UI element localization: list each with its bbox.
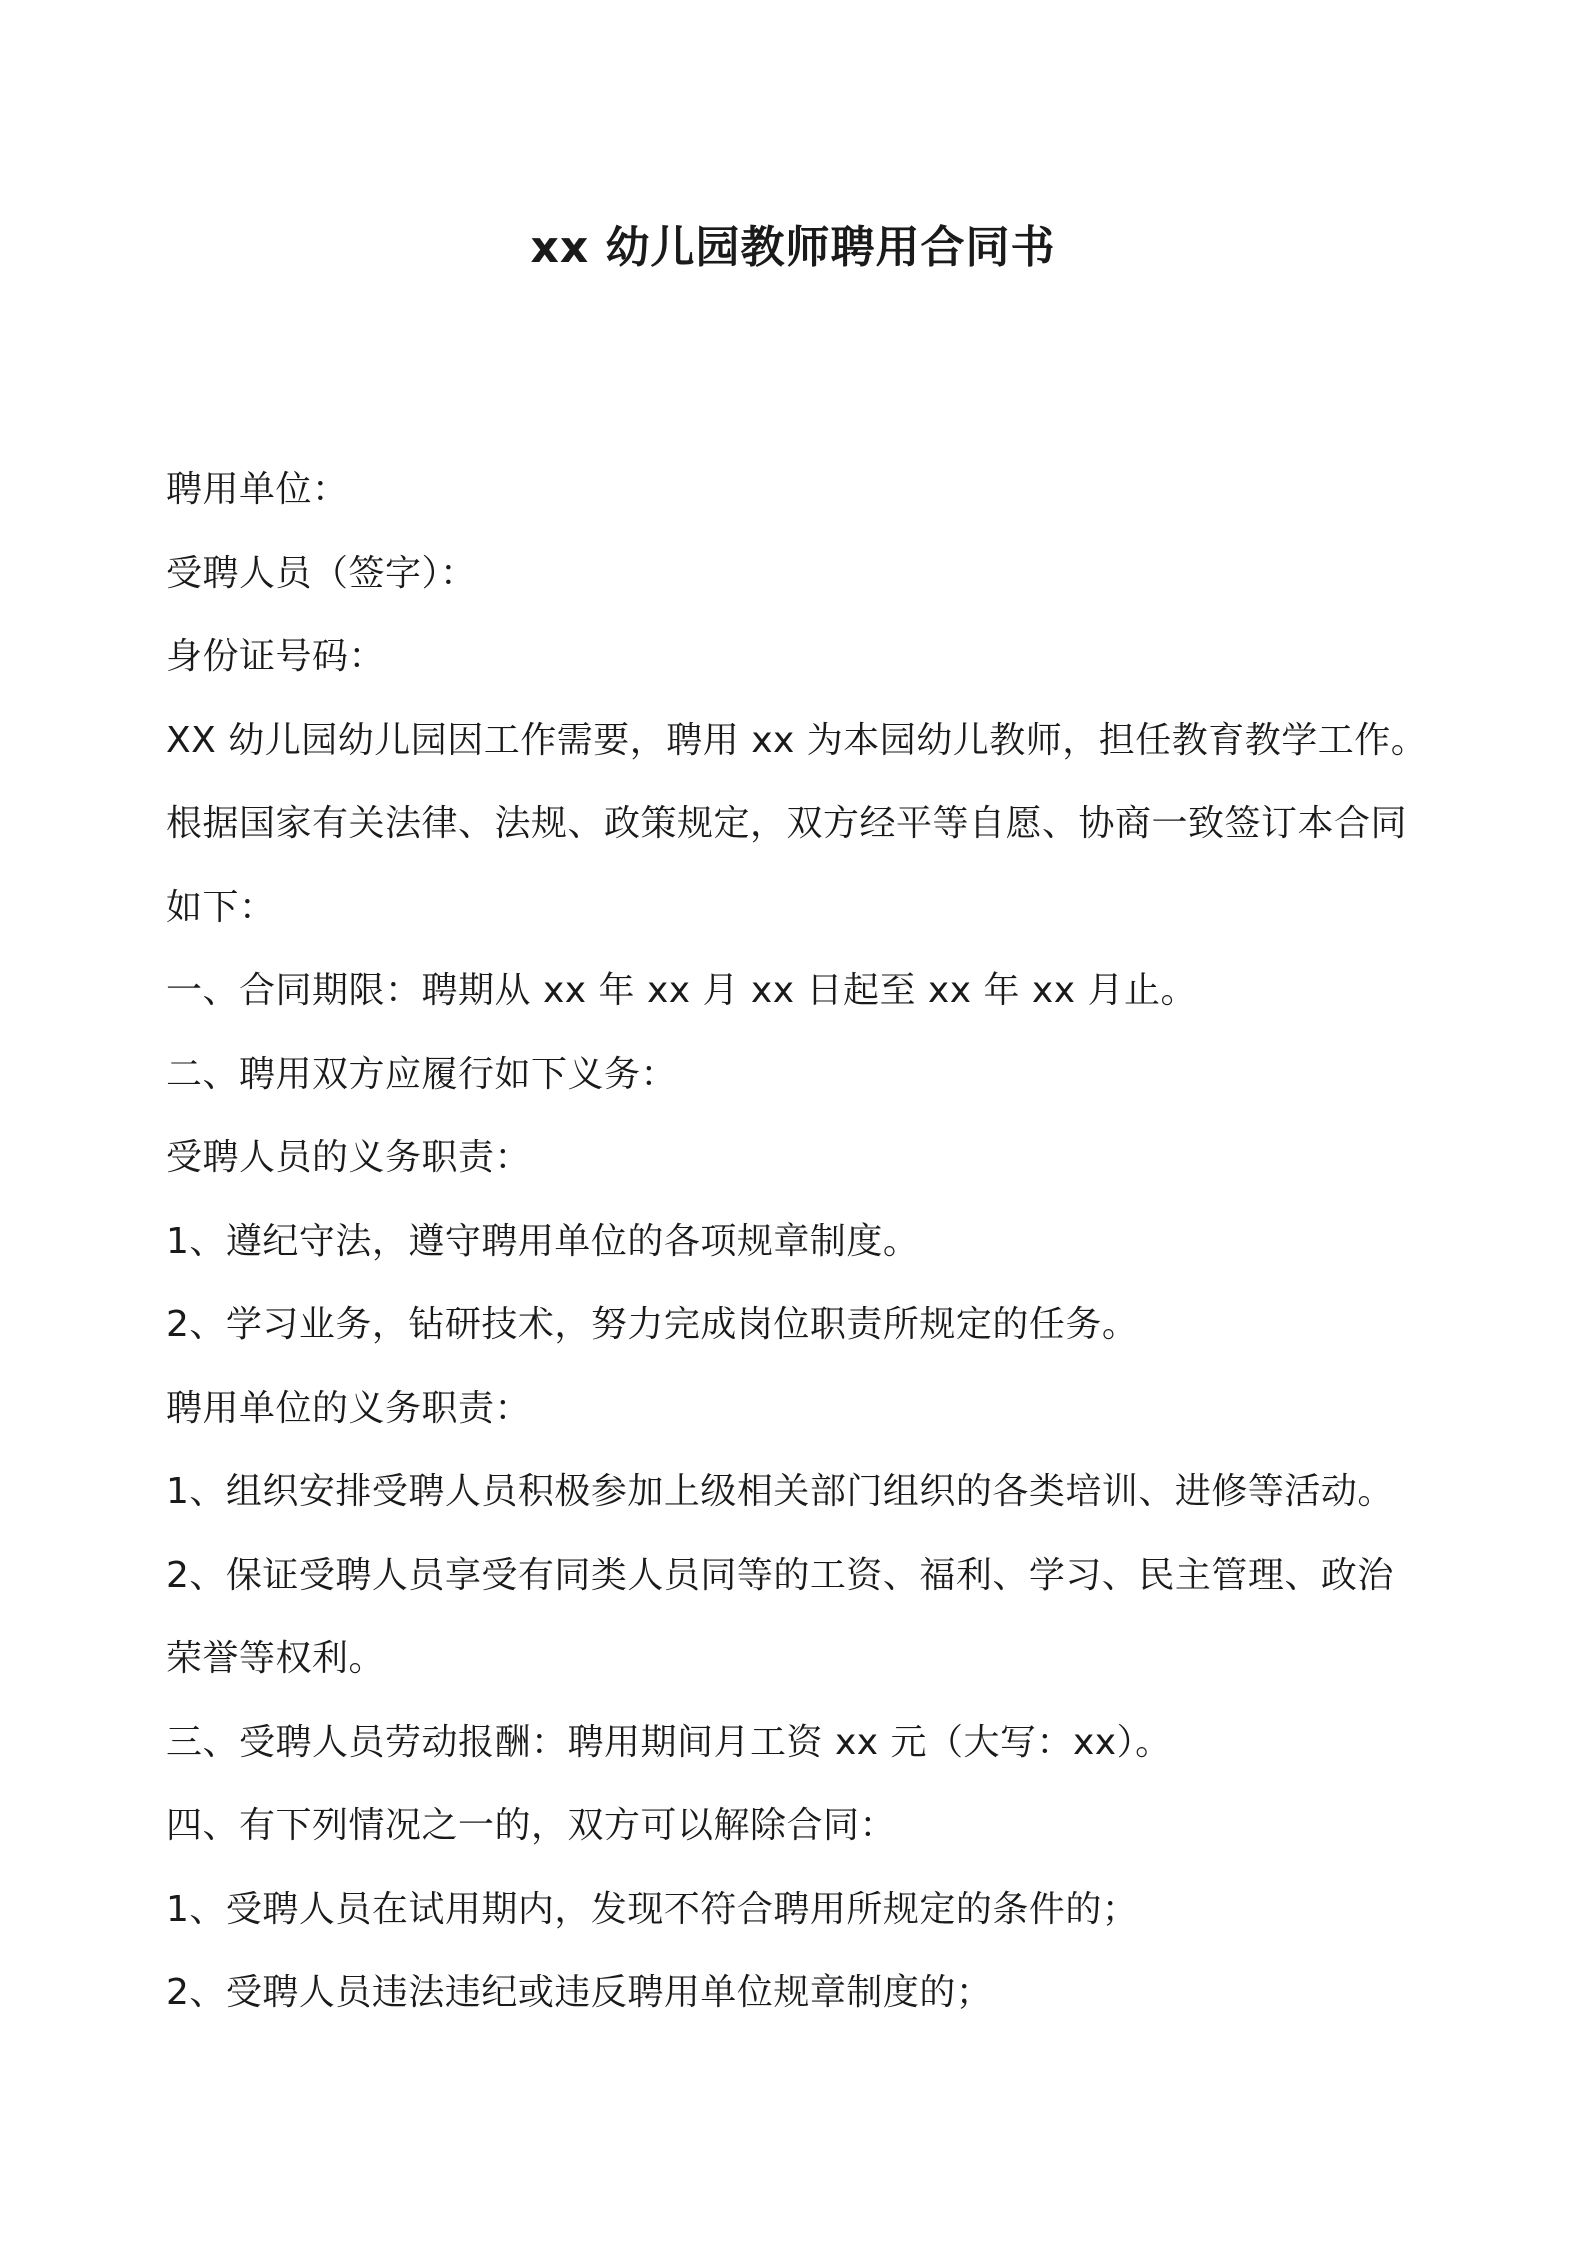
list-item: 2、学习业务，钻研技术，努力完成岗位职责所规定的任务。 xyxy=(166,1304,1139,1345)
paragraph-line: XX 幼儿园幼儿园因工作需要，聘用 xx 为本园幼儿教师，担任教育教学工作。 xyxy=(166,719,1428,761)
list-item: 2、受聘人员违法违纪或违反聘用单位规章制度的； xyxy=(166,1972,993,2013)
section-heading: 一、合同期限：聘期从 xx 年 xx 月 xx 日起至 xx 年 xx 月止。 xyxy=(166,970,1197,1011)
section-heading: 二、聘用双方应履行如下义务： xyxy=(166,1053,678,1095)
list-item-continuation: 荣誉等权利。 xyxy=(166,1638,386,1679)
field-employee-signature: 受聘人员（签字）： xyxy=(166,552,477,594)
document-body xyxy=(166,448,1466,2035)
section-heading: 三、受聘人员劳动报酬：聘用期间月工资 xx 元（大写：xx）。 xyxy=(166,1721,1172,1763)
paragraph-line: 根据国家有关法律、法规、政策规定，双方经平等自愿、协商一致签订本合同 xyxy=(166,803,1408,844)
list-item: 2、保证受聘人员享受有同类人员同等的工资、福利、学习、民主管理、政治 xyxy=(166,1554,1394,1596)
section-heading: 四、有下列情况之一的，双方可以解除合同： xyxy=(166,1805,897,1846)
list-item: 1、遵纪守法，遵守聘用单位的各项规章制度。 xyxy=(166,1220,920,1262)
field-employer: 聘用单位： xyxy=(166,469,349,510)
subsection-heading: 聘用单位的义务职责： xyxy=(166,1387,532,1429)
list-item: 1、受聘人员在试用期内，发现不符合聘用所规定的条件的； xyxy=(166,1888,1139,1930)
document-title: xx 幼儿园教师聘用合同书 xyxy=(530,222,1056,273)
subsection-heading: 受聘人员的义务职责： xyxy=(166,1137,532,1178)
field-id-number: 身份证号码： xyxy=(166,636,386,677)
list-item: 1、组织安排受聘人员积极参加上级相关部门组织的各类培训、进修等活动。 xyxy=(166,1471,1394,1512)
paragraph-line: 如下： xyxy=(166,886,276,928)
